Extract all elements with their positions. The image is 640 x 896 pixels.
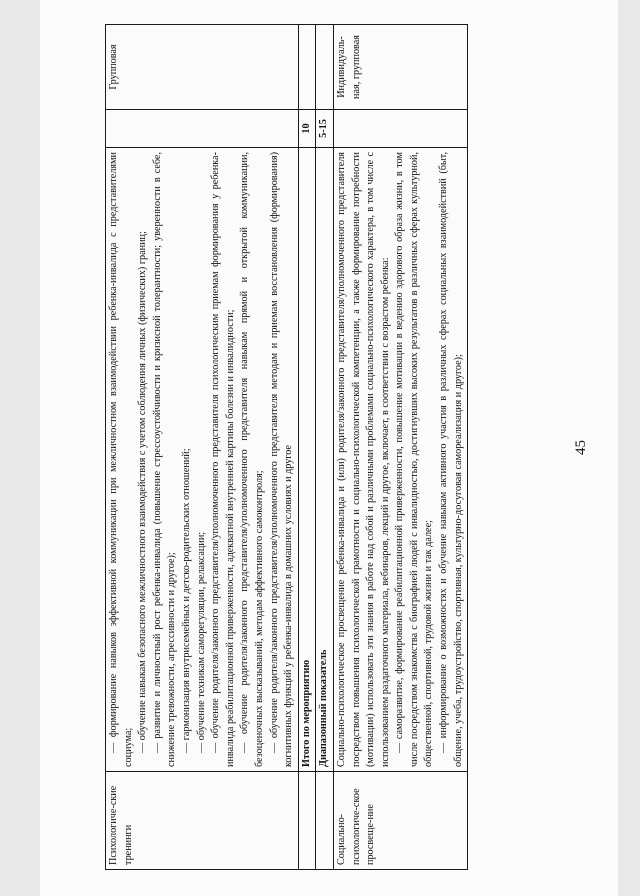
paragraph: — обучение родителя/законного представителя/уполномоченного представителя методам и приемам восстановления (формирования) когнитивных функций у ребенка-инвалида в домашних условиях и другое: [268, 152, 295, 767]
empty-cell: [316, 25, 334, 110]
activity-description: [106, 148, 299, 772]
activity-name: Социально-психологиче-ское просвеще-ние: [333, 772, 467, 870]
activity-description: [333, 148, 467, 772]
total-label: Итого по мероприятию: [298, 148, 316, 772]
paragraph: — развитие и личностный рост ребенка-инвалида (повышение стрессоустойчивости и кризисной толерантности; уверенности в себе, снижение тревожности, агрессивности и другое);: [151, 152, 178, 767]
empty-cell: [298, 772, 316, 870]
hours-cell: [106, 110, 299, 148]
empty-cell: [298, 25, 316, 110]
form-cell: Индивидуаль-ная, групповая: [333, 25, 467, 110]
range-hours: 5-15: [316, 110, 334, 148]
table-row: [106, 25, 299, 870]
page-number: 45: [573, 440, 589, 455]
table-row: [333, 25, 467, 870]
paragraph: — обучение навыкам безопасного межличностного взаимодействия с учетом соблюдения личных (физических) границ;: [137, 231, 149, 753]
table-row: [298, 25, 316, 870]
hours-cell: [333, 110, 467, 148]
rehabilitation-program-table: [105, 24, 468, 870]
paragraph: Социально-психологическое просвещение ребенка-инвалида и (или) родителя/законного представителя/уполномоченного представителя посредством повышения психологической грамотности и социально-психологической компетенции, а также формирование потребности (мотивации) использовать эти знания в работе над собой и различными проблемами социально-психологического характера, в том числе с использованием раздаточного материала, вебинаров, лекций и другое, включает, в соответствии с возрастом ребенка:: [335, 152, 391, 767]
document-page: [40, 0, 618, 896]
range-label: Диапазонный показатель: [316, 148, 334, 772]
total-hours: 10: [298, 110, 316, 148]
empty-cell: [316, 772, 334, 870]
table-row: [316, 25, 334, 870]
paragraph: — информирование о возможностях и обучение навыкам активного участия в различных сферах социальных взаимодействий (быт, общение, учеба, трудоустройство, спортивная, культурно-досуговая самореализация и другое);: [438, 152, 464, 767]
paragraph: — формирование навыков эффективной коммуникации при межличностном взаимодействии ребенка-инвалида с представителями социума;: [108, 152, 134, 767]
paragraph: — обучение родителя/законного представителя/уполномоченного представителя навыкам прямой и открытой коммуникации, безоценочных высказываний, методам аффективного самоконтроля;: [239, 152, 265, 767]
paragraph: — обучение родителя/законного представителя/уполномоченного представителя психологическим приемам формирования у ребенка-инвалида реабилитационной приверженности, адекватной внутренней картины болезни и инвалидности;: [210, 152, 236, 767]
paragraph: — гармонизация внутрисемейных и детско-родительских отношений;: [180, 448, 192, 753]
activity-name: Психологиче-ские тренинги: [106, 772, 299, 870]
paragraph: — саморазвитие, формирование реабилитационной приверженности, повышение мотивации в ведению здорового образа жизни, в том числе посредством знакомства с биографией людей с инвалидностью, достигнувших высоких результатов в различных сферах культурной, общественной, спортивной, трудовой жизни и так далее;: [394, 152, 435, 767]
rotated-content: [105, 25, 625, 870]
form-cell: Групповая: [106, 25, 299, 110]
paragraph: — обучение техникам саморегуляции, релаксации;: [195, 531, 207, 753]
